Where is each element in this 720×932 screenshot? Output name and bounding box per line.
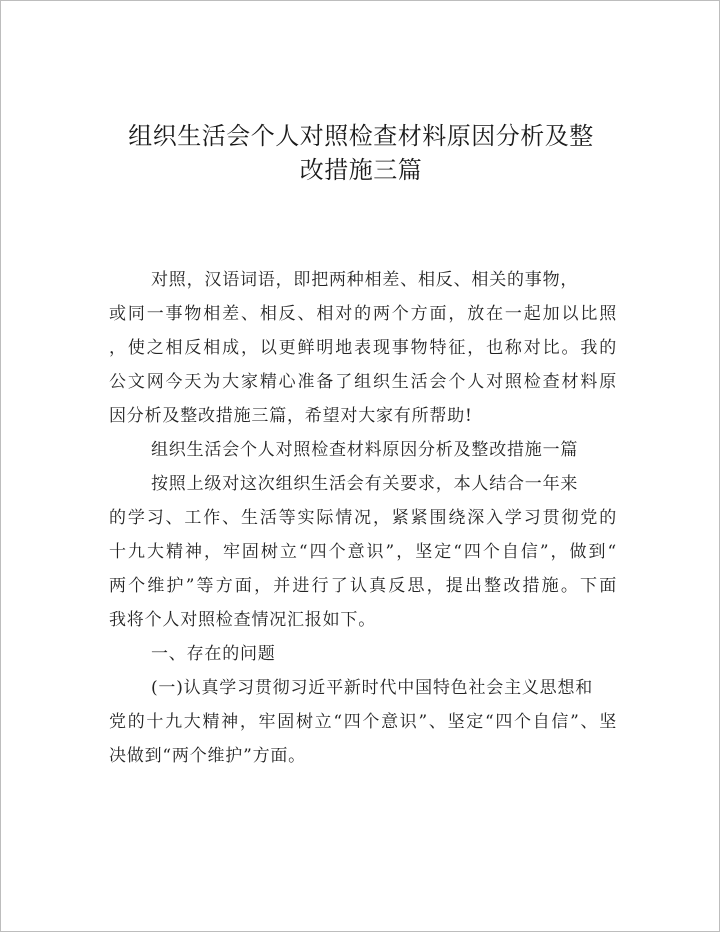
text-line: 党的十九大精神，牢固树立“四个意识”、坚定“四个自信”、坚 <box>109 712 617 732</box>
text-line: 十九大精神，牢固树立“四个意识”，坚定“四个自信”，做到“ <box>109 542 617 562</box>
text-line: 按照上级对这次组织生活会有关要求，本人结合一年来 <box>151 474 579 494</box>
text-line: 一、存在的问题 <box>151 644 276 664</box>
text-line: 组织生活会个人对照检查材料原因分析及整改措施一篇 <box>151 440 579 460</box>
text-line: 对照，汉语词语，即把两种相差、相反、相关的事物， <box>151 270 579 290</box>
paragraph-section-heading <box>109 433 617 467</box>
text-line: 决做到“两个维护”方面。 <box>109 746 306 766</box>
title-line: 改措施三篇 <box>299 156 423 184</box>
paragraph-body <box>109 467 617 637</box>
title-line: 组织生活会个人对照检查材料原因分析及整 <box>128 122 594 150</box>
text-line: ，使之相反相成，以更鲜明地表现事物特征，也称对比。我的 <box>109 338 617 358</box>
text-line: 公文网今天为大家精心准备了组织生活会个人对照检查材料原 <box>109 372 617 392</box>
text-line: 两个维护”等方面，并进行了认真反思，提出整改措施。下面 <box>109 576 617 596</box>
paragraph-heading <box>109 637 617 671</box>
paragraph-intro <box>109 263 617 433</box>
text-line: 我将个人对照检查情况汇报如下。 <box>109 610 376 630</box>
text-line: (一)认真学习贯彻习近平新时代中国特色社会主义思想和 <box>151 678 594 698</box>
document-body <box>109 263 617 773</box>
text-line: 的学习、工作、生活等实际情况，紧紧围绕深入学习贯彻党的 <box>109 508 617 528</box>
document-title <box>101 119 621 187</box>
text-line: 或同一事物相差、相反、相对的两个方面，放在一起加以比照 <box>109 304 617 324</box>
paragraph-body <box>109 671 617 773</box>
text-line: 因分析及整改措施三篇，希望对大家有所帮助! <box>109 406 473 426</box>
